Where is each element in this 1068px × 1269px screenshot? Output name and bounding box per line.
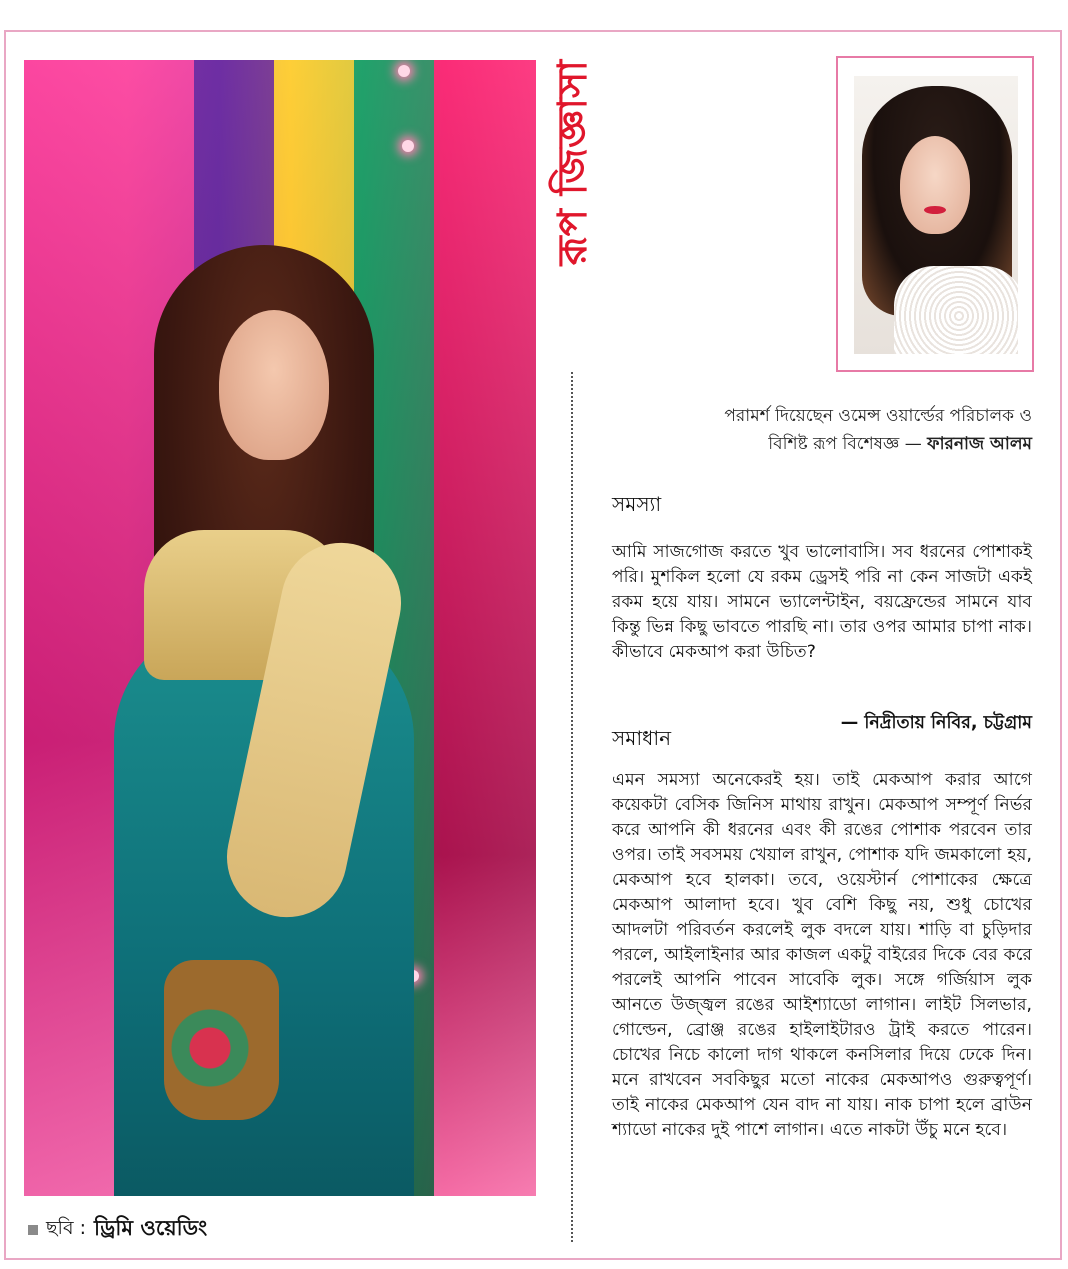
solution-heading: সমাধান bbox=[612, 726, 672, 750]
reader-signature: — নিদ্রীতায় নিবির, চট্টগ্রাম bbox=[840, 713, 1032, 733]
lamp-light bbox=[402, 140, 414, 152]
advisor-line-2 bbox=[612, 430, 1032, 458]
portrait-face bbox=[900, 136, 970, 234]
column-title bbox=[548, 60, 596, 360]
advisor-credit bbox=[612, 402, 1032, 458]
dotted-divider bbox=[571, 372, 573, 1242]
portrait-top bbox=[894, 266, 1018, 354]
photo-credit bbox=[28, 1212, 207, 1247]
advisor-name: ফারনাজ আলম bbox=[927, 434, 1032, 454]
square-bullet-icon bbox=[28, 1225, 38, 1235]
lamp-light bbox=[398, 65, 410, 77]
advisor-title: বিশিষ্ট রূপ বিশেষজ্ঞ — bbox=[768, 434, 922, 454]
potli-bag bbox=[164, 960, 279, 1120]
problem-text: আমি সাজগোজ করতে খুব ভালোবাসি। সব ধরনের পোশাকই পরি। মুশকিল হলো যে রকম ড্রেসই পরি না কেন সাজটা একই রকম হয়ে যায়। সামনে ভ্যালেন্টাইন, বয়ফ্রেন্ডের সামনে যাব কিন্তু ভিন্ন কিছু ভাবতে পারছি না। তার ওপর আমার চাপা নাক। কীভাবে মেকআপ করা উচিত? bbox=[612, 542, 1032, 662]
curtain bbox=[434, 60, 536, 1196]
advisor-portrait bbox=[854, 76, 1018, 354]
problem-heading: সমস্যা bbox=[612, 492, 662, 516]
main-photo bbox=[24, 60, 536, 1196]
portrait-lips bbox=[924, 206, 946, 214]
column-title-text: রূপ জিজ্ঞাসা bbox=[548, 60, 596, 266]
portrait-frame bbox=[836, 56, 1034, 372]
advisor-line-1: পরামর্শ দিয়েছেন ওমেন্স ওয়ার্ল্ডের পরিচালক ও bbox=[724, 406, 1032, 426]
solution-text: এমন সমস্যা অনেকেরই হয়। তাই মেকআপ করার আগে কয়েকটা বেসিক জিনিস মাথায় রাখুন। মেকআপ সম্পূর্ণ নির্ভর করে আপনি কী ধরনের এবং কী রঙের পোশাক পরবেন তার ওপর। তাই সবসময় খেয়াল রাখুন, পোশাক যদি জমকালো হয়, মেকআপ হবে হালকা। তবে, ওয়েস্টার্ন পোশাকের ক্ষেত্রে মেকআপ আলাদা হবে। খুব বেশি কিছু নয়, শুধু চোখের আদলটা পরিবর্তন করলেই লুক বদলে যায়। শাড়ি বা চুড়িদার পরলে, আইলাইনার আর কাজল একটু বাইরের দিকে বের করে পরলেই আপনি পাবেন সাবেকি লুক। সঙ্গে গর্জিয়াস লুক আনতে উজ্জ্বল রঙের আইশ্যাডো লাগান। লাইট সিলভার, গোল্ডেন, ব্রোঞ্জ রঙের হাইলাইটারও ট্রাই করতে পারেন। চোখের নিচে কালো দাগ থাকলে কনসিলার দিয়ে ঢেকে দিন। মনে রাখবেন সবকিছুর মতো নাকের মেকআপও গুরুত্বপূর্ণ। তাই নাকের মেকআপ যেন বাদ না যায়। নাক চাপা হলে ব্রাউন শ্যাডো নাকের দুই পাশে লাগান। এতে নাকটা উঁচু মনে হবে। bbox=[612, 770, 1032, 1140]
credit-label: ছবি : bbox=[46, 1216, 86, 1239]
model-face bbox=[219, 310, 329, 460]
credit-name: ড্রিমি ওয়েডিং bbox=[93, 1216, 208, 1240]
